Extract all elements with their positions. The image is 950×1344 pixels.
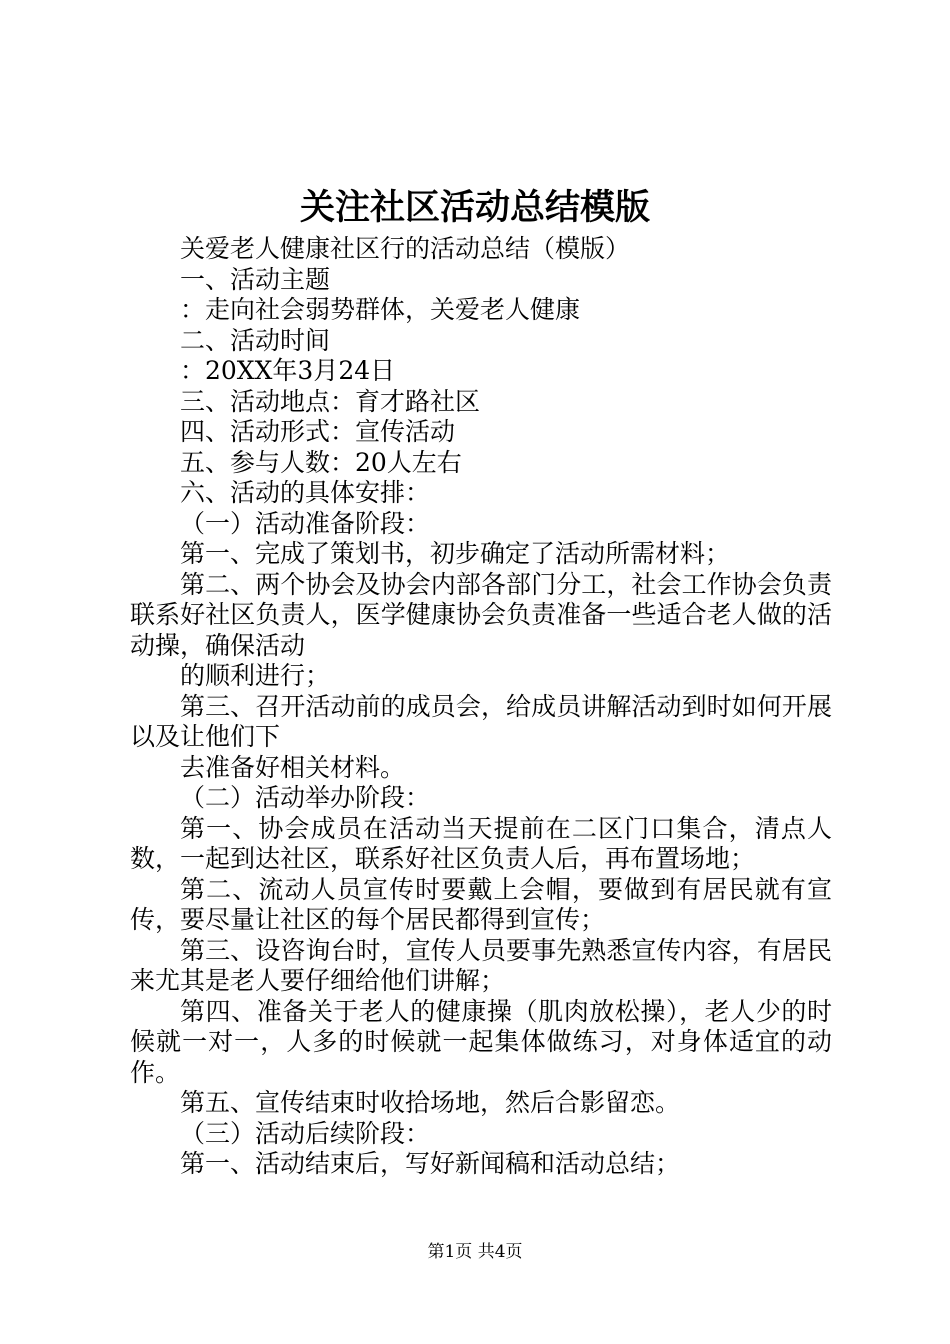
paragraph: （三）活动后续阶段： bbox=[180, 1118, 431, 1148]
paragraph: 去准备好相关材料。 bbox=[180, 752, 406, 782]
document-body bbox=[130, 234, 832, 1180]
paragraph: 第四、准备关于老人的健康操（肌肉放松操），老人少的时候就一对一，人多的时候就一起集体做练习，对身体适宜的动作。 bbox=[130, 996, 832, 1087]
paragraph: 第三、设咨询台时，宣传人员要事先熟悉宣传内容，有居民来尤其是老人要仔细给他们讲解； bbox=[130, 935, 832, 995]
paragraph: 第一、完成了策划书，初步确定了活动所需材料； bbox=[180, 539, 731, 568]
paragraph: （一）活动准备阶段： bbox=[180, 508, 431, 538]
document-title: 关注社区活动总结模版 bbox=[299, 187, 650, 228]
paragraph: 第二、流动人员宣传时要戴上会帽，要做到有居民就有宣传，要尽量让社区的每个居民都得到宣传； bbox=[130, 874, 832, 934]
paragraph: 五、参与人数：20人左右 bbox=[180, 447, 462, 477]
paragraph: ：20XX年3月24日 bbox=[180, 356, 396, 385]
paragraph: ：走向社会弱势群体，关爱老人健康 bbox=[180, 295, 581, 324]
paragraph: 一、活动主题 bbox=[180, 264, 331, 294]
paragraph: 的顺利进行； bbox=[180, 661, 331, 690]
paragraph: 六、活动的具体安排： bbox=[180, 478, 431, 507]
paragraph: 第三、召开活动前的成员会，给成员讲解活动到时如何开展以及让他们下 bbox=[130, 691, 832, 751]
paragraph: 四、活动形式：宣传活动 bbox=[180, 417, 456, 446]
paragraph: 第五、宣传结束时收拾场地，然后合影留恋。 bbox=[180, 1088, 681, 1117]
paragraph: 第一、活动结束后，写好新闻稿和活动总结； bbox=[180, 1149, 681, 1178]
paragraph: 关爱老人健康社区行的活动总结（模版） bbox=[180, 234, 631, 263]
paragraph: 二、活动时间 bbox=[180, 325, 331, 355]
paragraph: （二）活动举办阶段： bbox=[180, 783, 431, 812]
paragraph: 第一、协会成员在活动当天提前在二区门口集合，清点人数，一起到达社区，联系好社区负责人后，再布置场地； bbox=[130, 813, 832, 873]
paragraph: 三、活动地点：育才路社区 bbox=[180, 386, 481, 416]
page-footer: 第1页 共4页 bbox=[427, 1242, 523, 1262]
paragraph: 第二、两个协会及协会内部各部门分工，社会工作协会负责联系好社区负责人，医学健康协会负责准备一些适合老人做的活动操，确保活动 bbox=[130, 569, 832, 660]
